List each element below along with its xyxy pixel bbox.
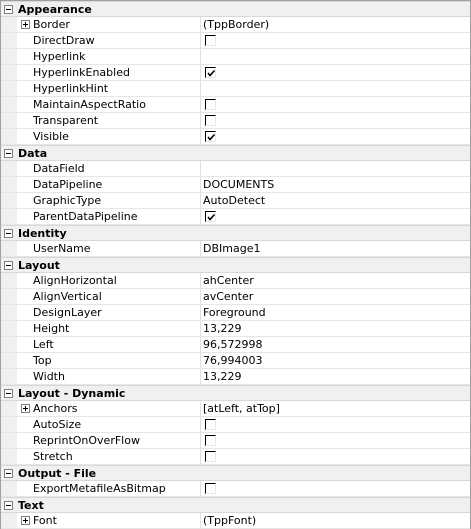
- row-gutter: [1, 129, 17, 144]
- category-label: Layout - Dynamic: [18, 387, 126, 400]
- collapse-icon[interactable]: [4, 261, 13, 270]
- column-divider[interactable]: [200, 193, 201, 208]
- property-row-border[interactable]: [1, 17, 470, 33]
- collapse-icon[interactable]: [4, 469, 13, 478]
- property-row-datafield[interactable]: [1, 161, 470, 177]
- property-name: HyperlinkHint: [33, 82, 109, 95]
- row-gutter: [1, 113, 17, 128]
- property-row-designlayer[interactable]: [1, 305, 470, 321]
- property-name: Stretch: [33, 450, 73, 463]
- row-gutter: [1, 65, 17, 80]
- column-divider[interactable]: [200, 241, 201, 256]
- property-value[interactable]: 13,229: [203, 370, 242, 383]
- expand-icon[interactable]: [21, 20, 30, 29]
- category-label: Appearance: [18, 3, 92, 16]
- category-label: Identity: [18, 227, 67, 240]
- property-row-hyperlinkenabled[interactable]: [1, 65, 470, 81]
- property-value[interactable]: DBImage1: [203, 242, 261, 255]
- expand-icon[interactable]: [21, 404, 30, 413]
- row-gutter: [1, 417, 17, 432]
- property-checkbox[interactable]: [205, 211, 216, 222]
- property-row-left[interactable]: [1, 337, 470, 353]
- category-label: Text: [18, 499, 44, 512]
- property-row-font[interactable]: [1, 513, 470, 529]
- property-row-anchors[interactable]: [1, 401, 470, 417]
- column-divider[interactable]: [200, 33, 201, 48]
- column-divider[interactable]: [200, 81, 201, 96]
- property-checkbox[interactable]: [205, 67, 216, 78]
- property-name: DataPipeline: [33, 178, 103, 191]
- row-gutter: [1, 17, 17, 32]
- property-checkbox[interactable]: [205, 419, 216, 430]
- property-row-width[interactable]: [1, 369, 470, 385]
- column-divider[interactable]: [200, 449, 201, 464]
- row-gutter: [1, 305, 17, 320]
- column-divider[interactable]: [200, 273, 201, 288]
- property-name: DataField: [33, 162, 85, 175]
- category-header-output-file[interactable]: [1, 465, 470, 481]
- column-divider[interactable]: [200, 113, 201, 128]
- row-gutter: [1, 97, 17, 112]
- expand-icon[interactable]: [21, 516, 30, 525]
- column-divider[interactable]: [200, 161, 201, 176]
- collapse-icon[interactable]: [4, 149, 13, 158]
- property-checkbox[interactable]: [205, 451, 216, 462]
- property-row-top[interactable]: [1, 353, 470, 369]
- column-divider[interactable]: [200, 129, 201, 144]
- property-name: ParentDataPipeline: [33, 210, 138, 223]
- row-gutter: [1, 177, 17, 192]
- property-value[interactable]: avCenter: [203, 290, 254, 303]
- property-row-maintainaspectratio[interactable]: [1, 97, 470, 113]
- property-row-reprintonoverflow[interactable]: [1, 433, 470, 449]
- property-row-hyperlinkhint[interactable]: [1, 81, 470, 97]
- column-divider[interactable]: [200, 337, 201, 352]
- row-gutter: [1, 433, 17, 448]
- row-gutter: [1, 49, 17, 64]
- row-gutter: [1, 289, 17, 304]
- category-header-text[interactable]: [1, 497, 470, 513]
- column-divider[interactable]: [200, 513, 201, 528]
- category-header-identity[interactable]: [1, 225, 470, 241]
- property-name: ReprintOnOverFlow: [33, 434, 140, 447]
- property-name: AutoSize: [33, 418, 82, 431]
- property-row-height[interactable]: [1, 321, 470, 337]
- column-divider[interactable]: [200, 353, 201, 368]
- property-name: HyperlinkEnabled: [33, 66, 130, 79]
- property-name: Border: [33, 18, 70, 31]
- row-gutter: [1, 81, 17, 96]
- category-label: Output - File: [18, 467, 97, 480]
- row-gutter: [1, 369, 17, 384]
- row-gutter: [1, 33, 17, 48]
- column-divider[interactable]: [200, 177, 201, 192]
- row-gutter: [1, 321, 17, 336]
- property-name: DirectDraw: [33, 34, 95, 47]
- property-value[interactable]: (TppBorder): [203, 18, 270, 31]
- category-header-layout[interactable]: [1, 257, 470, 273]
- property-row-autosize[interactable]: [1, 417, 470, 433]
- property-row-visible[interactable]: [1, 129, 470, 145]
- property-name: Left: [33, 338, 54, 351]
- column-divider[interactable]: [200, 433, 201, 448]
- row-gutter: [1, 449, 17, 464]
- collapse-icon[interactable]: [4, 501, 13, 510]
- property-name: Font: [33, 514, 57, 527]
- row-gutter: [1, 241, 17, 256]
- property-name: Transparent: [33, 114, 99, 127]
- property-name: Anchors: [33, 402, 78, 415]
- property-name: Height: [33, 322, 70, 335]
- property-name: Hyperlink: [33, 50, 86, 63]
- property-row-directdraw[interactable]: [1, 33, 470, 49]
- collapse-icon[interactable]: [4, 229, 13, 238]
- property-row-exportmetafileasbitmap[interactable]: [1, 481, 470, 497]
- category-label: Data: [18, 147, 48, 160]
- property-row-hyperlink[interactable]: [1, 49, 470, 65]
- column-divider[interactable]: [200, 417, 201, 432]
- property-checkbox[interactable]: [205, 99, 216, 110]
- column-divider[interactable]: [200, 49, 201, 64]
- category-header-appearance[interactable]: [1, 1, 470, 17]
- property-name: AlignHorizontal: [33, 274, 117, 287]
- property-name: AlignVertical: [33, 290, 102, 303]
- checkmark-icon: [207, 133, 216, 142]
- row-gutter: [1, 481, 17, 496]
- property-value[interactable]: AutoDetect: [203, 194, 266, 207]
- property-value[interactable]: ahCenter: [203, 274, 254, 287]
- collapse-icon[interactable]: [4, 5, 13, 14]
- row-gutter: [1, 401, 17, 416]
- property-value[interactable]: 76,994003: [203, 354, 263, 367]
- property-name: Visible: [33, 130, 69, 143]
- column-divider[interactable]: [200, 97, 201, 112]
- property-checkbox[interactable]: [205, 435, 216, 446]
- column-divider[interactable]: [200, 305, 201, 320]
- category-header-data[interactable]: [1, 145, 470, 161]
- property-name: Top: [33, 354, 52, 367]
- property-row-username[interactable]: [1, 241, 470, 257]
- column-divider[interactable]: [200, 481, 201, 496]
- row-gutter: [1, 353, 17, 368]
- property-row-stretch[interactable]: [1, 449, 470, 465]
- checkmark-icon: [207, 213, 216, 222]
- row-gutter: [1, 209, 17, 224]
- column-divider[interactable]: [200, 65, 201, 80]
- property-value[interactable]: 96,572998: [203, 338, 263, 351]
- property-value[interactable]: (TppFont): [203, 514, 257, 527]
- property-checkbox[interactable]: [205, 35, 216, 46]
- collapse-icon[interactable]: [4, 389, 13, 398]
- property-checkbox[interactable]: [205, 131, 216, 142]
- column-divider[interactable]: [200, 209, 201, 224]
- property-row-parentdatapipeline[interactable]: [1, 209, 470, 225]
- row-gutter: [1, 273, 17, 288]
- property-name: DesignLayer: [33, 306, 102, 319]
- property-row-transparent[interactable]: [1, 113, 470, 129]
- row-gutter: [1, 513, 17, 528]
- checkmark-icon: [207, 69, 216, 78]
- column-divider[interactable]: [200, 17, 201, 32]
- property-value[interactable]: Foreground: [203, 306, 266, 319]
- property-row-alignvertical[interactable]: [1, 289, 470, 305]
- category-header-layout-dynamic[interactable]: [1, 385, 470, 401]
- property-name: MaintainAspectRatio: [33, 98, 146, 111]
- column-divider[interactable]: [200, 321, 201, 336]
- row-gutter: [1, 193, 17, 208]
- category-label: Layout: [18, 259, 60, 272]
- column-divider[interactable]: [200, 289, 201, 304]
- property-row-alignhorizontal[interactable]: [1, 273, 470, 289]
- property-row-datapipeline[interactable]: [1, 177, 470, 193]
- property-name: Width: [33, 370, 65, 383]
- property-value[interactable]: [atLeft, atTop]: [203, 402, 280, 415]
- property-checkbox[interactable]: [205, 115, 216, 126]
- property-name: UserName: [33, 242, 91, 255]
- row-gutter: [1, 161, 17, 176]
- column-divider[interactable]: [200, 401, 201, 416]
- property-name: ExportMetafileAsBitmap: [33, 482, 166, 495]
- row-gutter: [1, 337, 17, 352]
- column-divider[interactable]: [200, 369, 201, 384]
- property-value[interactable]: 13,229: [203, 322, 242, 335]
- property-row-graphictype[interactable]: [1, 193, 470, 209]
- property-value[interactable]: DOCUMENTS: [203, 178, 275, 191]
- property-name: GraphicType: [33, 194, 102, 207]
- property-checkbox[interactable]: [205, 483, 216, 494]
